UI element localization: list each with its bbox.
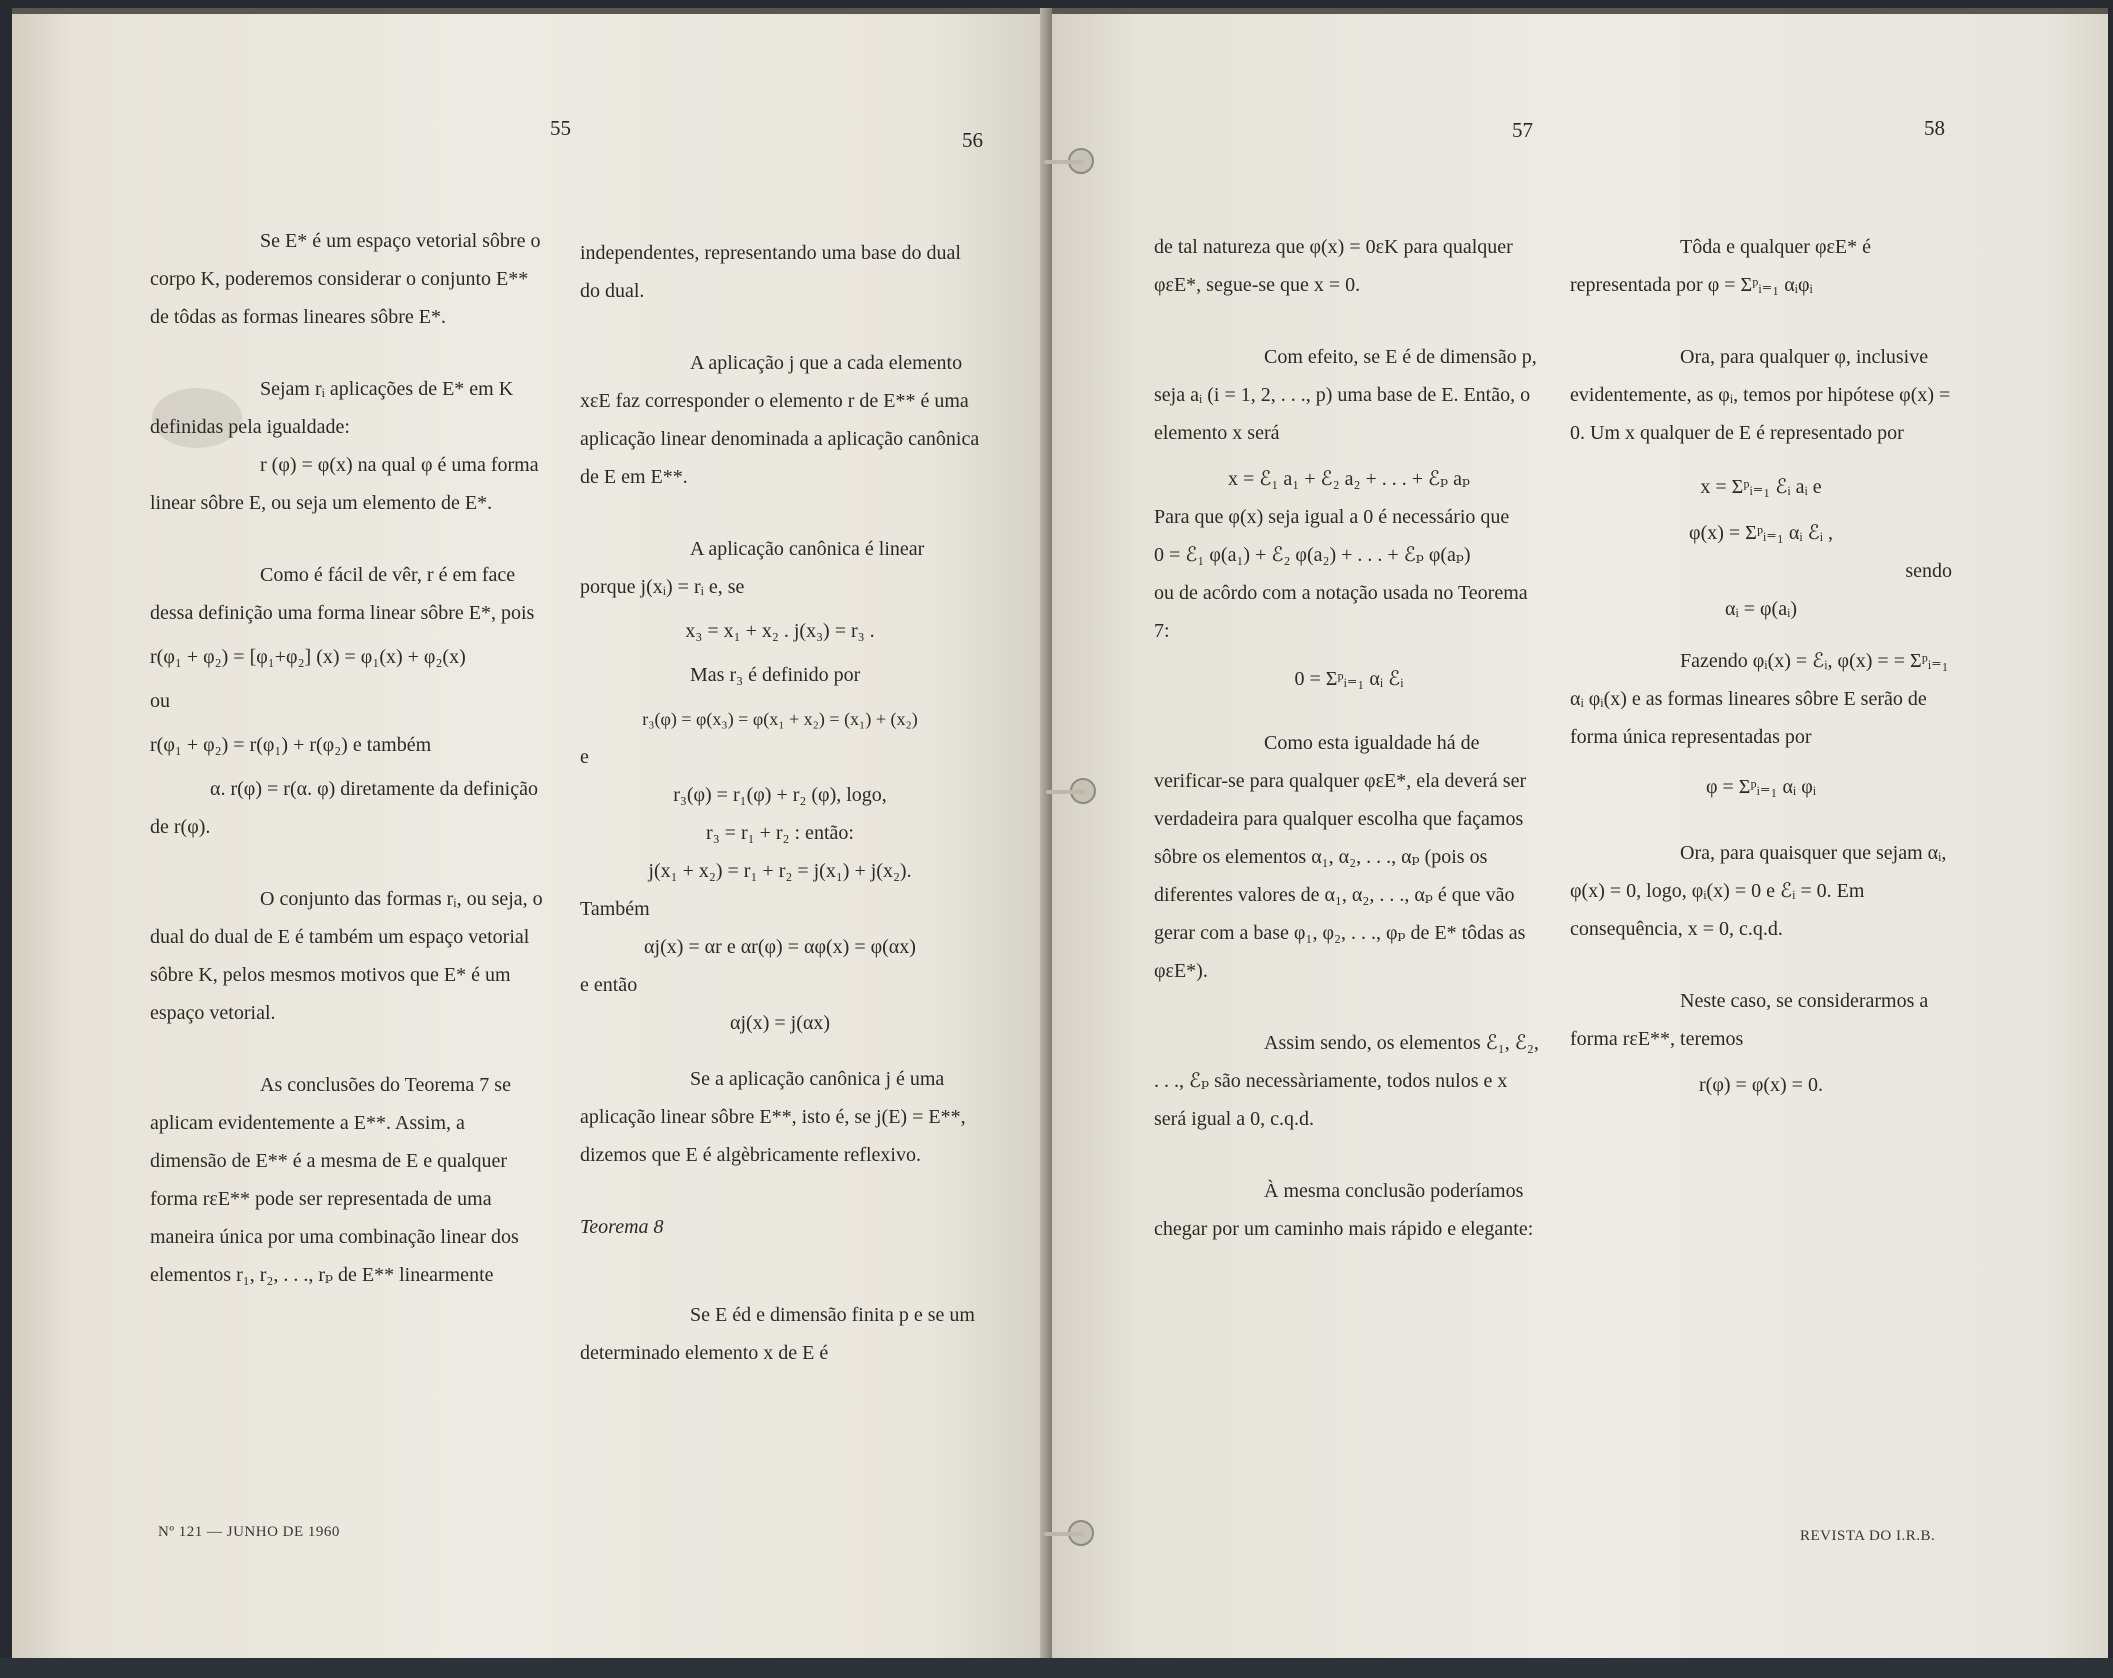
text-line: e então (580, 974, 638, 996)
equation: x₃ = x₁ + x₂ . j(x₃) = r₃ . (685, 620, 875, 642)
footer-journal: REVISTA DO I.R.B. (1800, 1528, 1936, 1544)
paragraph: Ora, para qualquer φ, inclusive evidentemente, as φᵢ, temos por hipótese φ(x) = 0. Um x qualquer de E é representado por (1570, 346, 1951, 444)
text-line: sendo (1905, 560, 1952, 582)
text-line: Também (580, 898, 650, 920)
column-page-57 (1154, 228, 1544, 1282)
paragraph: As conclusões do Teorema 7 se aplicam evidentemente a E**. Assim, a dimensão de E** é a mesma de E e qualquer forma rεE** pode ser representada de uma maneira única por uma combinação linear dos elementos r₁, r₂, . . ., rₚ de E** linearmente (150, 1074, 519, 1286)
equation: x = ℰ₁ a₁ + ℰ₂ a₂ + . . . + ℰₚ aₚ (1228, 468, 1470, 490)
column-page-56 (580, 234, 980, 1406)
paragraph: de tal natureza que φ(x) = 0εK para qualquer φεE*, segue-se que x = 0. (1154, 236, 1513, 296)
paragraph: ou de acôrdo com a notação usada no Teorema 7: (1154, 582, 1528, 642)
equation: αᵢ = φ(aᵢ) (1724, 598, 1798, 620)
binding-string (1044, 160, 1084, 164)
paragraph: À mesma conclusão poderíamos chegar por um caminho mais rápido e elegante: (1154, 1180, 1534, 1240)
paragraph: r (φ) = φ(x) na qual φ é uma forma linear sôbre E, ou seja um elemento de E*. (150, 454, 539, 514)
equation: φ(x) = Σᵖᵢ₌₁ αᵢ ℰᵢ , (1689, 522, 1833, 544)
equation: φ = Σᵖᵢ₌₁ αᵢ φᵢ (1705, 776, 1817, 798)
paragraph: Com efeito, se E é de dimensão p, seja aᵢ (i = 1, 2, . . ., p) uma base de E. Então, o elemento x será (1154, 346, 1537, 444)
paragraph: A aplicação j que a cada elemento xεE faz corresponder o elemento r de E** é uma aplicação linear denominada a aplicação canônica de E em E**. (580, 352, 980, 488)
page-top-edge (12, 8, 1052, 14)
page-number-55: 55 (550, 116, 571, 140)
paragraph: Mas r₃ é definido por (690, 664, 861, 686)
page-number-57: 57 (1512, 118, 1533, 142)
paragraph: Sejam rᵢ aplicações de E* em K definidas pela igualdade: (150, 378, 514, 438)
equation: αj(x) = αr e αr(φ) = αφ(x) = φ(αx) (644, 936, 916, 958)
paragraph: Se E* é um espaço vetorial sôbre o corpo K, poderemos considerar o conjunto E** de tôdas as formas lineares sôbre E*. (150, 230, 541, 328)
page-number-56: 56 (962, 128, 983, 152)
paragraph: Como esta igualdade há de verificar-se para qualquer φεE*, ela deverá ser verdadeira para qualquer escolha que façamos sôbre os elementos α₁, α₂, . . ., αₚ (pois os diferentes valores de α₁, α₂, . . ., αₚ é que vão gerar com a base φ₁, φ₂, . . ., φₚ de E* tôdas as φεE*). (1154, 732, 1527, 982)
paragraph: Se a aplicação canônica j é uma aplicação linear sôbre E**, isto é, se j(E) = E**, dizemos que E é algèbricamente reflexivo. (580, 1068, 966, 1166)
paragraph: Tôda e qualquer φεE* é representada por φ = Σᵖᵢ₌₁ αᵢφᵢ (1570, 236, 1871, 296)
equation: j(x₁ + x₂) = r₁ + r₂ = j(x₁) + j(x₂). (648, 860, 912, 882)
text-line: e (580, 746, 589, 768)
equation: r(φ₁ + φ₂) = [φ₁+φ₂] (x) = φ₁(x) + φ₂(x) (150, 646, 466, 668)
equation: α. r(φ) = r(α. φ) diretamente da definição de r(φ). (150, 778, 538, 838)
column-page-58 (1570, 228, 1952, 1138)
binding-string (1044, 1532, 1084, 1536)
text-line: ou (150, 690, 170, 712)
equation: r₃(φ) = r₁(φ) + r₂ (φ), logo, (673, 784, 887, 806)
equation: 0 = Σᵖᵢ₌₁ αᵢ ℰᵢ (1294, 668, 1404, 690)
equation: r(φ) = φ(x) = 0. (1699, 1074, 1823, 1096)
footer-issue: Nº 121 — JUNHO DE 1960 (158, 1524, 340, 1540)
paragraph: Assim sendo, os elementos ℰ₁, ℰ₂, . . ., ℰₚ são necessàriamente, todos nulos e x será igual a 0, c.q.d. (1154, 1032, 1539, 1130)
paragraph: Como é fácil de vêr, r é em face dessa definição uma forma linear sôbre E*, pois (150, 564, 535, 624)
page-number-58: 58 (1924, 116, 1945, 140)
paragraph: Fazendo φᵢ(x) = ℰᵢ, φ(x) = = Σᵖᵢ₌₁ αᵢ φᵢ(x) e as formas lineares sôbre E serão de forma única representadas por (1570, 650, 1949, 748)
equation: r₃(φ) = φ(x₃) = φ(x₁ + x₂) = (x₁) + (x₂) (642, 709, 918, 729)
column-page-55 (150, 222, 546, 1328)
theorem-heading: Teorema 8 (580, 1216, 664, 1238)
page-top-edge (1052, 8, 2108, 14)
paragraph: Para que φ(x) seja igual a 0 é necessário que (1154, 506, 1510, 528)
paragraph: O conjunto das formas rᵢ, ou seja, o dual do dual de E é também um espaço vetorial sôbre K, pelos mesmos motivos que E* é um espaço vetorial. (150, 888, 543, 1024)
background-surface (0, 1658, 2113, 1678)
paragraph: A aplicação canônica é linear porque j(xᵢ) = rᵢ e, se (580, 538, 925, 598)
equation: x = Σᵖᵢ₌₁ ℰᵢ aᵢ e (1700, 476, 1822, 498)
paragraph: independentes, representando uma base do dual do dual. (580, 242, 961, 302)
paragraph: Ora, para quaisquer que sejam αᵢ, φ(x) = 0, logo, φᵢ(x) = 0 e ℰᵢ = 0. Em consequência, x = 0, c.q.d. (1570, 842, 1947, 940)
paragraph: Neste caso, se considerarmos a forma rεE**, teremos (1570, 990, 1929, 1050)
equation: 0 = ℰ₁ φ(a₁) + ℰ₂ φ(a₂) + . . . + ℰₚ φ(aₚ) (1154, 544, 1471, 566)
paragraph: Se E éd e dimensão finita p e se um determinado elemento x de E é (580, 1304, 975, 1364)
binding-string (1046, 790, 1086, 794)
equation: αj(x) = j(αx) (730, 1012, 830, 1034)
equation: r₃ = r₁ + r₂ : então: (706, 822, 854, 844)
equation: r(φ₁ + φ₂) = r(φ₁) + r(φ₂) e também (150, 734, 432, 756)
